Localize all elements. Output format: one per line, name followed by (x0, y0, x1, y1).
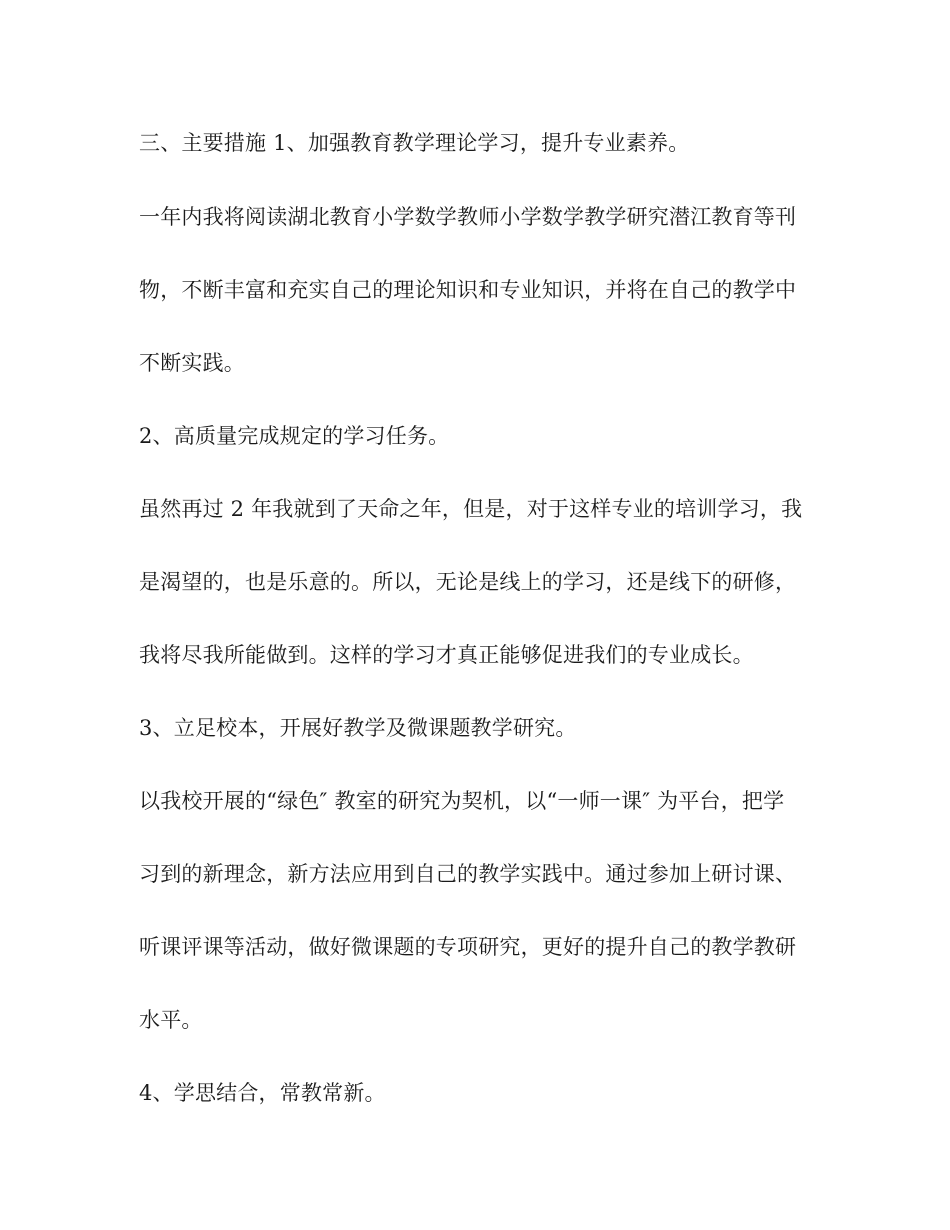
item-heading-3: 3、立足校本，开展好教学及微课题教学研究。 (139, 716, 577, 740)
paragraph-line: 虽然再过 2 年我就到了天命之年，但是，对于这样专业的培训学习，我 (139, 497, 803, 521)
item-heading-2: 2、高质量完成规定的学习任务。 (139, 424, 450, 448)
section-heading-measures: 三、主要措施 1、加强教育教学理论学习，提升专业素养。 (139, 131, 690, 155)
paragraph-line: 习到的新理念，新方法应用到自己的教学实践中。通过参加上研讨课、 (139, 862, 797, 886)
paragraph-line: 一年内我将阅读湖北教育小学数学教师小学数学教学研究潜江教育等刊 (139, 205, 797, 229)
paragraph-line: 以我校开展的“绿色″ 教室的研究为契机，以“一师一课″ 为平台，把学 (139, 789, 785, 813)
paragraph-line: 不断实践。 (139, 351, 245, 375)
paragraph-line: 水平。 (139, 1008, 203, 1032)
paragraph-line: 物，不断丰富和充实自己的理论知识和专业知识，并将在自己的教学中 (139, 278, 797, 302)
paragraph-line: 是渴望的，也是乐意的。所以，无论是线上的学习，还是线下的研修， (139, 570, 797, 594)
paragraph-line: 听课评课等活动，做好微课题的专项研究，更好的提升自己的教学教研 (139, 935, 797, 959)
paragraph-line: 我将尽我所能做到。这样的学习才真正能够促进我们的专业成长。 (139, 643, 754, 667)
item-heading-4: 4、学思结合，常教常新。 (139, 1081, 386, 1105)
